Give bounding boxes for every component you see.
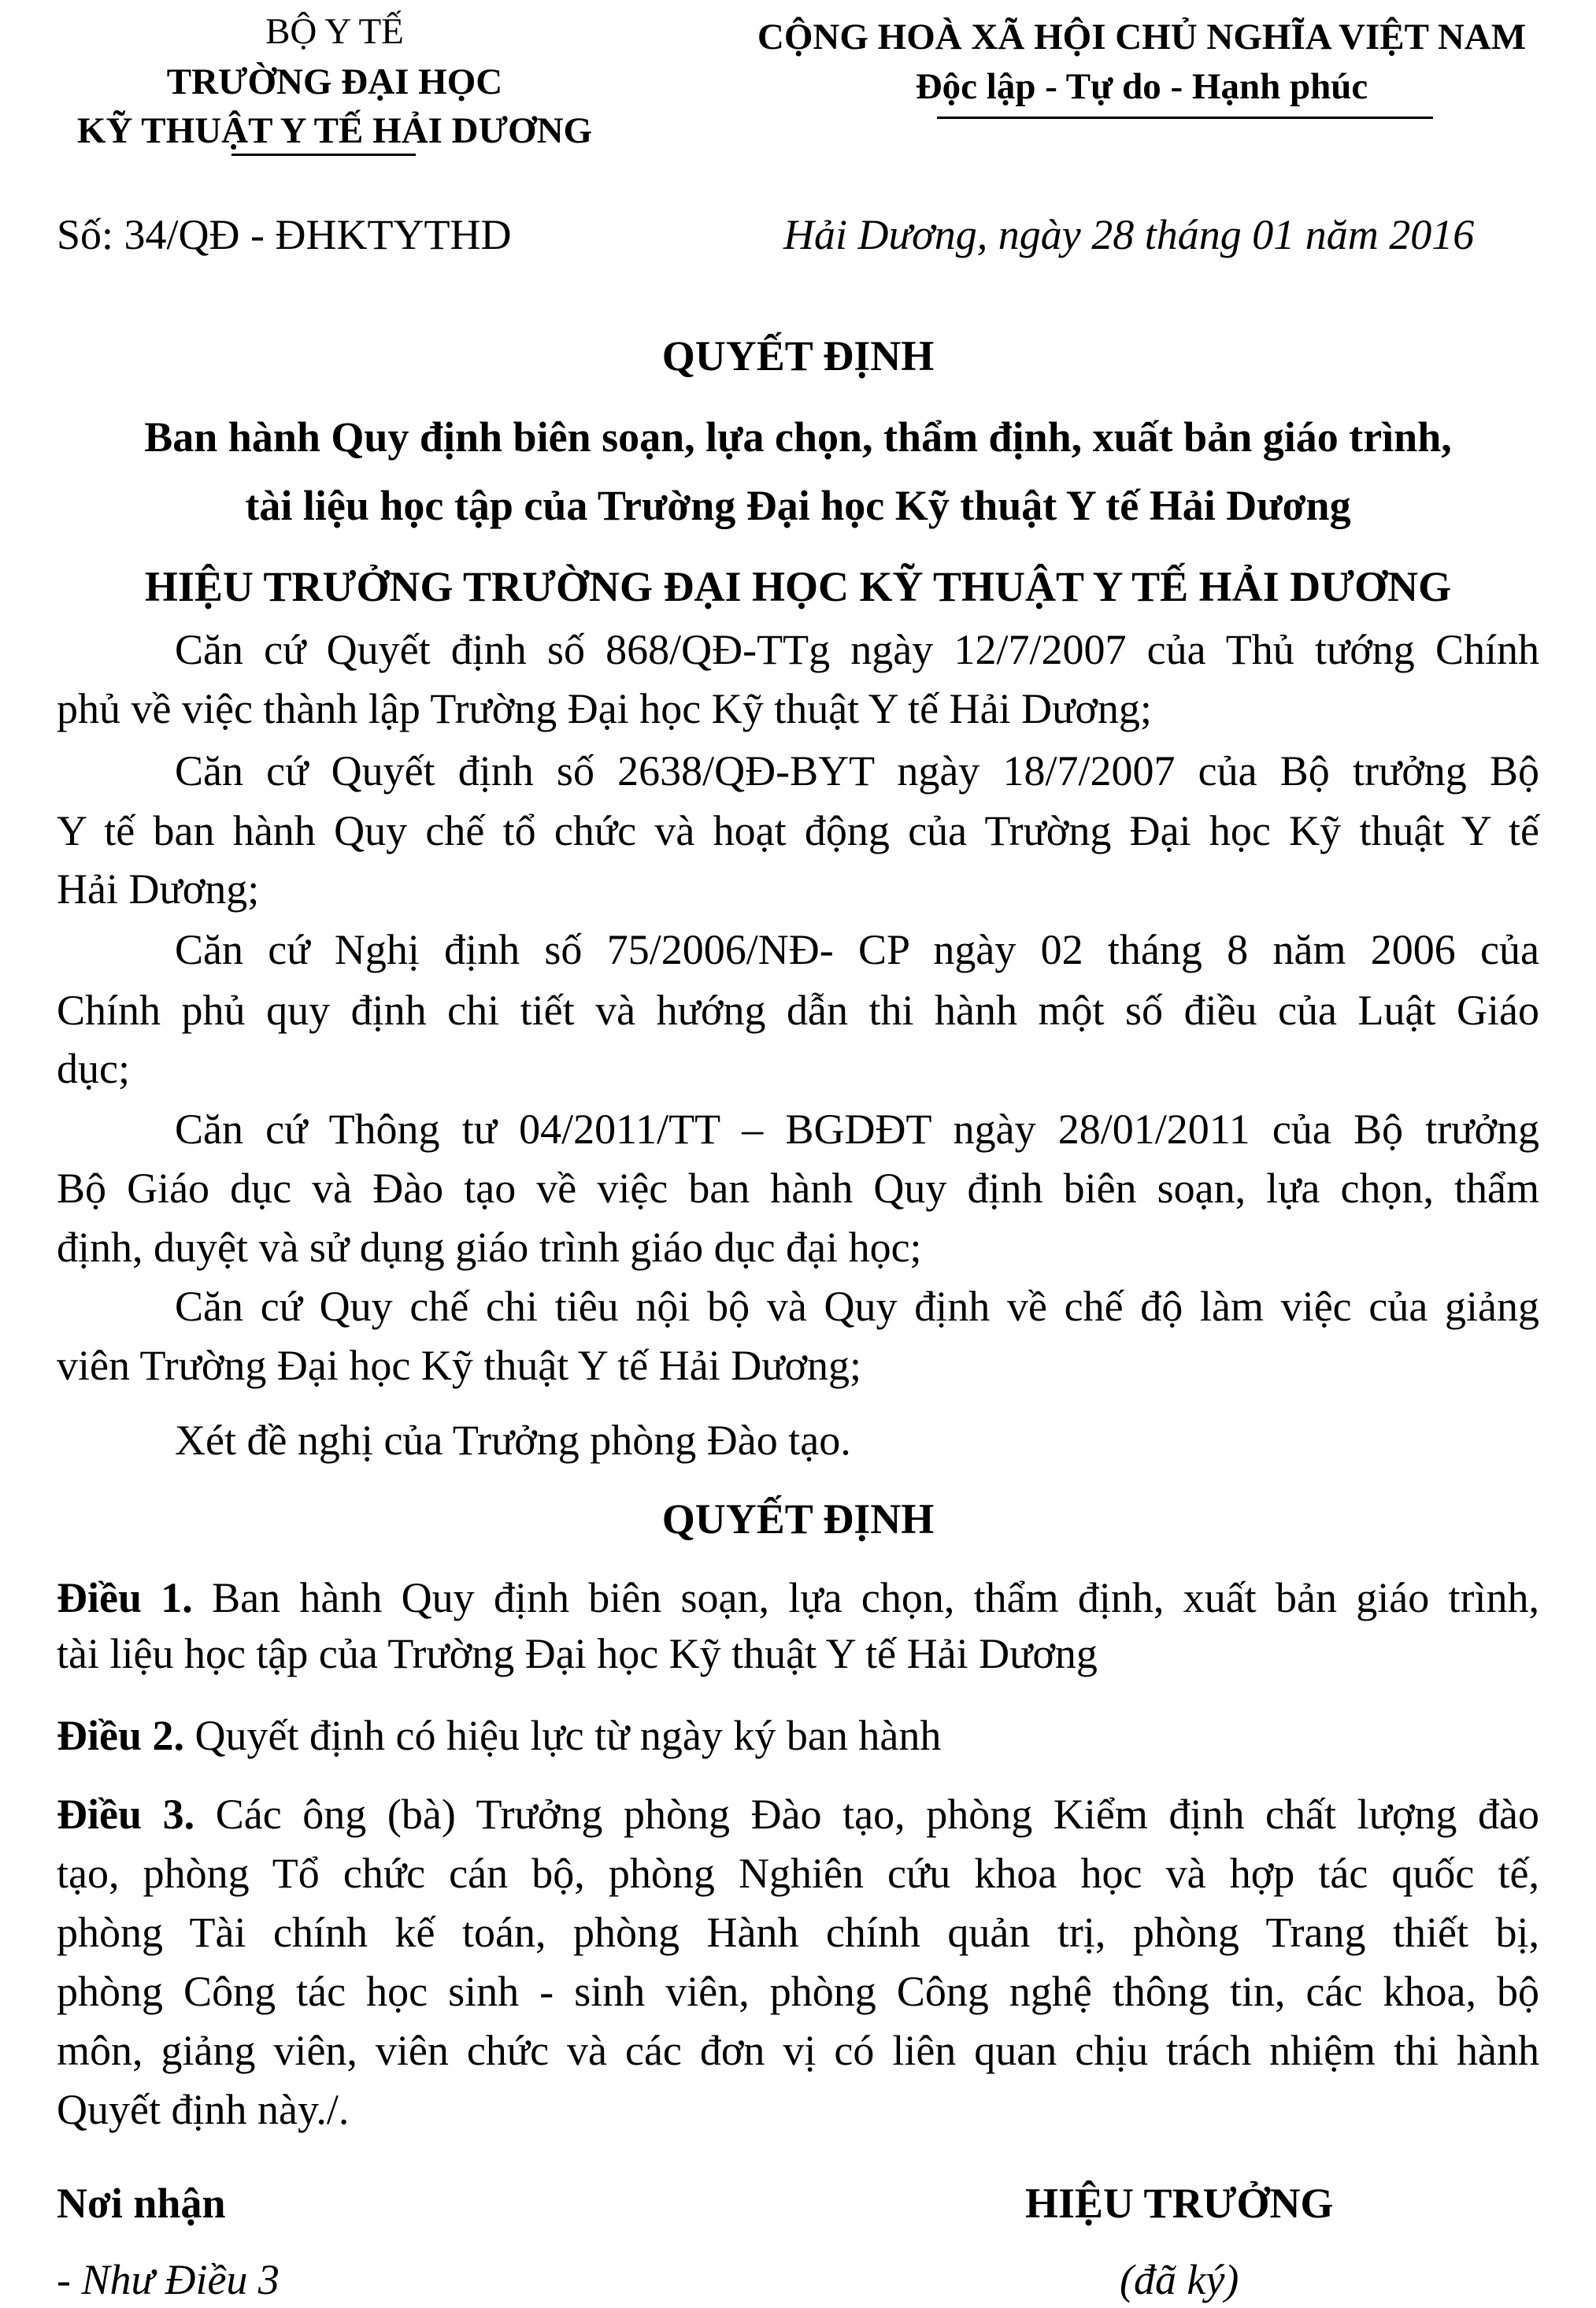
ministry-name: BỘ Y TẾ [265,11,404,52]
motto-underline [937,117,1433,119]
preamble-line: Căn cứ Nghị định số 75/2006/NĐ- CP ngày 02 tháng 8 năm 2006 của [175,926,1539,973]
preamble-line: Căn cứ Thông tư 04/2011/TT – BGDĐT ngày 28/01/2011 của Bộ trưởng [175,1106,1539,1153]
subtitle-line: Ban hành Quy định biên soạn, lựa chọn, thẩm định, xuất bản giáo trình, [144,413,1452,461]
article-3-text: Các ông (bà) Trưởng phòng Đào tạo, phòng Kiểm định chất lượng đào [194,1791,1540,1838]
article-3-line: phòng Công tác học sinh - sinh viên, phòng Công nghệ thông tin, các khoa, bộ [57,1968,1539,2015]
consideration: Xét đề nghị của Trưởng phòng Đào tạo. [175,1417,851,1464]
preamble-line: Căn cứ Quyết định số 868/QĐ-TTg ngày 12/7/2007 của Thủ tướng Chính [175,626,1539,673]
signature-title: HIỆU TRƯỞNG [1025,2180,1334,2227]
school-name-line1: TRƯỜNG ĐẠI HỌC [166,61,503,102]
preamble-line: phủ về việc thành lập Trường Đại học Kỹ thuật Y tế Hải Dương; [57,685,1152,732]
signature-status: (đã ký) [1120,2256,1239,2303]
header-left-underline [231,154,416,156]
national-motto: Độc lập - Tự do - Hạnh phúc [915,66,1368,107]
article-2-text: Quyết định có hiệu lực từ ngày ký ban hành [184,1712,942,1759]
article-1-line: tài liệu học tập của Trường Đại học Kỹ thuật Y tế Hải Dương [57,1630,1098,1677]
preamble-line: Y tế ban hành Quy chế tổ chức và hoạt động của Trường Đại học Kỹ thuật Y tế [57,807,1539,854]
recipients-label: Nơi nhận [57,2180,226,2227]
country-name: CỘNG HOÀ XÃ HỘI CHỦ NGHĨA VIỆT NAM [757,17,1527,57]
article-3-line: phòng Tài chính kế toán, phòng Hành chính quản trị, phòng Trang thiết bị, [57,1909,1539,1956]
decision-heading: QUYẾT ĐỊNH [661,1495,935,1543]
article-2-line [57,1714,941,1757]
preamble-line: định, duyệt và sử dụng giáo trình giáo dục đại học; [57,1224,922,1271]
document-number: Số: 34/QĐ - ĐHKTYTHD [57,211,512,258]
article-3-line: môn, giảng viên, viên chức và các đơn vị có liên quan chịu trách nhiệm thi hành [57,2027,1539,2074]
article-2-label: Điều 2. [57,1712,184,1759]
document-title: QUYẾT ĐỊNH [661,332,935,380]
article-1-label: Điều 1. [57,1574,193,1621]
recipient-item: - Như Điều 3 [57,2256,280,2303]
preamble-line: Bộ Giáo dục và Đào tạo về việc ban hành Quy định biên soạn, lựa chọn, thẩm [57,1165,1539,1212]
subtitle-line: tài liệu học tập của Trường Đại học Kỹ thuật Y tế Hải Dương [245,482,1351,529]
preamble-line: Căn cứ Quy chế chi tiêu nội bộ và Quy định về chế độ làm việc của giảng [175,1283,1539,1330]
preamble-line: dục; [57,1045,130,1092]
article-1-line [57,1576,1539,1619]
issuing-authority: HIỆU TRƯỞNG TRƯỜNG ĐẠI HỌC KỸ THUẬT Y TẾ HẢI DƯƠNG [144,563,1452,610]
article-3-line [57,1793,1539,1836]
school-name-line2: KỸ THUẬT Y TẾ HẢI DƯƠNG [76,110,593,151]
preamble-line: Chính phủ quy định chi tiết và hướng dẫn thi hành một số điều của Luật Giáo [57,987,1539,1034]
article-1-text: Ban hành Quy định biên soạn, lựa chọn, thẩm định, xuất bản giáo trình, [192,1574,1539,1621]
preamble-line: Căn cứ Quyết định số 2638/QĐ-BYT ngày 18/7/2007 của Bộ trưởng Bộ [175,747,1539,795]
preamble-line: viên Trường Đại học Kỹ thuật Y tế Hải Dương; [57,1342,862,1389]
article-3-line: tạo, phòng Tổ chức cán bộ, phòng Nghiên cứu khoa học và hợp tác quốc tế, [57,1850,1539,1897]
place-date: Hải Dương, ngày 28 tháng 01 năm 2016 [783,211,1475,258]
article-3-label: Điều 3. [57,1791,195,1838]
article-3-line: Quyết định này./. [57,2086,350,2133]
preamble-line: Hải Dương; [57,865,260,913]
